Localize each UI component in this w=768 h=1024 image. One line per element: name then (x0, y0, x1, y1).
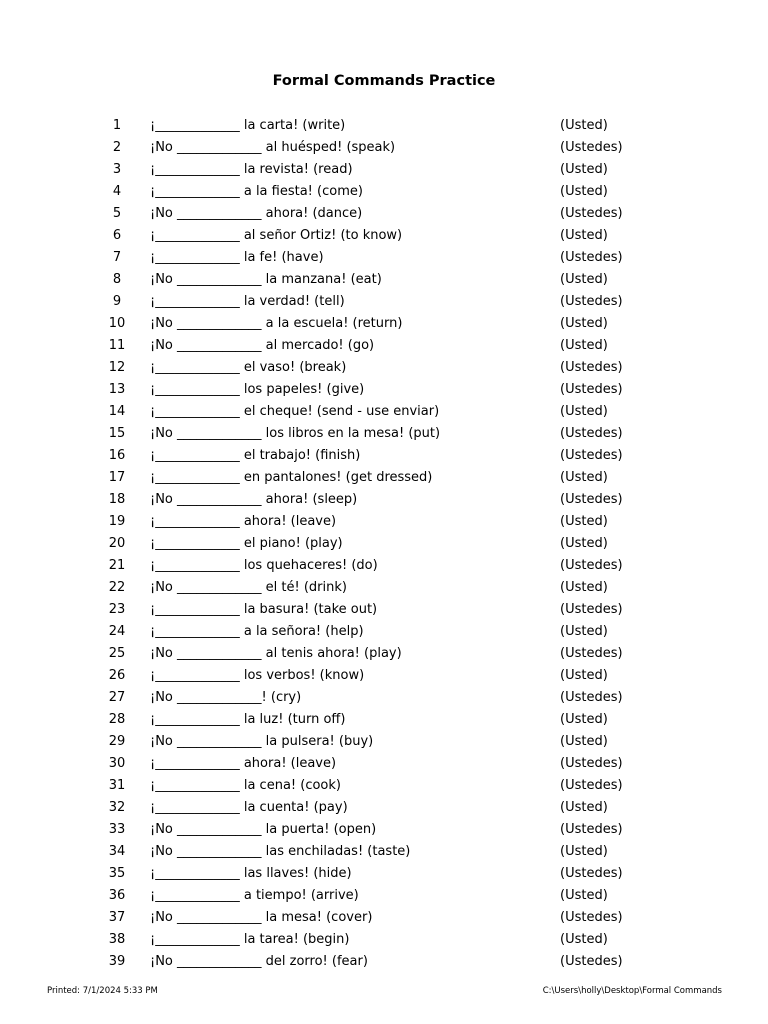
exercise-row (0, 291, 768, 313)
exercise-row (0, 555, 768, 577)
item-number: 6 (112, 228, 122, 243)
exercise-row (0, 115, 768, 137)
command-prompt: ¡No _____________ la pulsera! (buy) (150, 734, 374, 749)
item-number: 18 (108, 492, 126, 507)
formality-label: (Usted) (560, 118, 608, 133)
exercise-row (0, 929, 768, 951)
formality-label: (Usted) (560, 624, 608, 639)
formality-label: (Usted) (560, 844, 608, 859)
item-number: 34 (108, 844, 126, 859)
exercise-row (0, 247, 768, 269)
exercise-row (0, 885, 768, 907)
exercise-row (0, 797, 768, 819)
formality-label: (Usted) (560, 712, 608, 727)
item-number: 5 (112, 206, 122, 221)
exercise-row (0, 159, 768, 181)
item-number: 9 (112, 294, 122, 309)
formality-label: (Ustedes) (560, 250, 623, 265)
command-prompt: ¡_____________ en pantalones! (get dressed) (150, 470, 433, 485)
command-prompt: ¡_____________ ahora! (leave) (150, 514, 337, 529)
command-prompt: ¡_____________ la tarea! (begin) (150, 932, 350, 947)
formality-label: (Ustedes) (560, 206, 623, 221)
command-prompt: ¡_____________ los verbos! (know) (150, 668, 365, 683)
command-prompt: ¡_____________ ahora! (leave) (150, 756, 337, 771)
formality-label: (Usted) (560, 932, 608, 947)
item-number: 14 (108, 404, 126, 419)
command-prompt: ¡_____________ los quehaceres! (do) (150, 558, 378, 573)
formality-label: (Usted) (560, 514, 608, 529)
command-prompt: ¡_____________ la revista! (read) (150, 162, 353, 177)
exercise-list (0, 115, 768, 973)
exercise-row (0, 841, 768, 863)
exercise-row (0, 467, 768, 489)
command-prompt: ¡No _____________ las enchiladas! (taste) (150, 844, 411, 859)
item-number: 33 (108, 822, 126, 837)
exercise-row (0, 907, 768, 929)
exercise-row (0, 335, 768, 357)
formality-label: (Ustedes) (560, 954, 623, 969)
item-number: 28 (108, 712, 126, 727)
item-number: 8 (112, 272, 122, 287)
formality-label: (Usted) (560, 800, 608, 815)
command-prompt: ¡No _____________ al tenis ahora! (play) (150, 646, 402, 661)
exercise-row (0, 665, 768, 687)
exercise-row (0, 379, 768, 401)
formality-label: (Ustedes) (560, 866, 623, 881)
page-title: Formal Commands Practice (272, 73, 496, 89)
item-number: 10 (108, 316, 126, 331)
command-prompt: ¡_____________ los papeles! (give) (150, 382, 365, 397)
formality-label: (Usted) (560, 338, 608, 353)
formality-label: (Ustedes) (560, 646, 623, 661)
item-number: 12 (108, 360, 126, 375)
formality-label: (Usted) (560, 888, 608, 903)
item-number: 15 (108, 426, 126, 441)
item-number: 39 (108, 954, 126, 969)
command-prompt: ¡No _____________ los libros en la mesa! (put) (150, 426, 441, 441)
formality-label: (Ustedes) (560, 822, 623, 837)
command-prompt: ¡No _____________ la manzana! (eat) (150, 272, 382, 287)
item-number: 24 (108, 624, 126, 639)
exercise-row (0, 313, 768, 335)
item-number: 37 (108, 910, 126, 925)
command-prompt: ¡No _____________ el té! (drink) (150, 580, 347, 595)
formality-label: (Ustedes) (560, 778, 623, 793)
formality-label: (Usted) (560, 162, 608, 177)
item-number: 7 (112, 250, 122, 265)
formality-label: (Ustedes) (560, 426, 623, 441)
exercise-row (0, 951, 768, 973)
exercise-row (0, 577, 768, 599)
exercise-row (0, 357, 768, 379)
formality-label: (Usted) (560, 404, 608, 419)
exercise-row (0, 225, 768, 247)
exercise-row (0, 269, 768, 291)
item-number: 32 (108, 800, 126, 815)
command-prompt: ¡_____________ la cena! (cook) (150, 778, 341, 793)
exercise-row (0, 863, 768, 885)
formality-label: (Ustedes) (560, 602, 623, 617)
item-number: 30 (108, 756, 126, 771)
command-prompt: ¡_____________ a tiempo! (arrive) (150, 888, 359, 903)
item-number: 19 (108, 514, 126, 529)
item-number: 16 (108, 448, 126, 463)
command-prompt: ¡No _____________! (cry) (150, 690, 302, 705)
formality-label: (Ustedes) (560, 756, 623, 771)
formality-label: (Usted) (560, 580, 608, 595)
exercise-row (0, 753, 768, 775)
command-prompt: ¡_____________ la fe! (have) (150, 250, 324, 265)
command-prompt: ¡_____________ a la fiesta! (come) (150, 184, 363, 199)
command-prompt: ¡No _____________ al mercado! (go) (150, 338, 375, 353)
formality-label: (Ustedes) (560, 690, 623, 705)
exercise-row (0, 709, 768, 731)
formality-label: (Usted) (560, 734, 608, 749)
item-number: 2 (112, 140, 122, 155)
command-prompt: ¡No _____________ la puerta! (open) (150, 822, 377, 837)
command-prompt: ¡_____________ la carta! (write) (150, 118, 346, 133)
printed-timestamp: Printed: 7/1/2024 5:33 PM (47, 986, 158, 996)
command-prompt: ¡No _____________ al huésped! (speak) (150, 140, 396, 155)
formality-label: (Ustedes) (560, 294, 623, 309)
exercise-row (0, 137, 768, 159)
exercise-row (0, 599, 768, 621)
item-number: 17 (108, 470, 126, 485)
item-number: 13 (108, 382, 126, 397)
command-prompt: ¡_____________ la basura! (take out) (150, 602, 378, 617)
item-number: 22 (108, 580, 126, 595)
formality-label: (Ustedes) (560, 360, 623, 375)
item-number: 23 (108, 602, 126, 617)
item-number: 21 (108, 558, 126, 573)
command-prompt: ¡_____________ el piano! (play) (150, 536, 343, 551)
formality-label: (Usted) (560, 668, 608, 683)
formality-label: (Usted) (560, 272, 608, 287)
command-prompt: ¡No _____________ del zorro! (fear) (150, 954, 368, 969)
exercise-row (0, 775, 768, 797)
formality-label: (Ustedes) (560, 910, 623, 925)
item-number: 25 (108, 646, 126, 661)
formality-label: (Ustedes) (560, 140, 623, 155)
exercise-row (0, 401, 768, 423)
formality-label: (Usted) (560, 536, 608, 551)
item-number: 20 (108, 536, 126, 551)
file-path: C:\Users\holly\Desktop\Formal Commands (542, 986, 722, 996)
formality-label: (Usted) (560, 470, 608, 485)
item-number: 27 (108, 690, 126, 705)
exercise-row (0, 687, 768, 709)
command-prompt: ¡No _____________ ahora! (dance) (150, 206, 363, 221)
command-prompt: ¡No _____________ ahora! (sleep) (150, 492, 358, 507)
exercise-row (0, 511, 768, 533)
item-number: 3 (112, 162, 122, 177)
exercise-row (0, 445, 768, 467)
exercise-row (0, 423, 768, 445)
exercise-row (0, 489, 768, 511)
exercise-row (0, 731, 768, 753)
command-prompt: ¡_____________ el trabajo! (finish) (150, 448, 361, 463)
exercise-row (0, 643, 768, 665)
exercise-row (0, 819, 768, 841)
item-number: 1 (112, 118, 122, 133)
formality-label: (Usted) (560, 184, 608, 199)
formality-label: (Ustedes) (560, 558, 623, 573)
command-prompt: ¡_____________ el vaso! (break) (150, 360, 347, 375)
item-number: 31 (108, 778, 126, 793)
command-prompt: ¡_____________ el cheque! (send - use enviar) (150, 404, 440, 419)
exercise-row (0, 203, 768, 225)
command-prompt: ¡No _____________ la mesa! (cover) (150, 910, 373, 925)
command-prompt: ¡_____________ la verdad! (tell) (150, 294, 345, 309)
item-number: 29 (108, 734, 126, 749)
command-prompt: ¡_____________ a la señora! (help) (150, 624, 364, 639)
command-prompt: ¡No _____________ a la escuela! (return) (150, 316, 403, 331)
exercise-row (0, 181, 768, 203)
command-prompt: ¡_____________ al señor Ortiz! (to know) (150, 228, 403, 243)
command-prompt: ¡_____________ la luz! (turn off) (150, 712, 346, 727)
exercise-row (0, 533, 768, 555)
item-number: 26 (108, 668, 126, 683)
formality-label: (Usted) (560, 228, 608, 243)
command-prompt: ¡_____________ la cuenta! (pay) (150, 800, 348, 815)
item-number: 35 (108, 866, 126, 881)
item-number: 11 (108, 338, 126, 353)
item-number: 36 (108, 888, 126, 903)
formality-label: (Ustedes) (560, 448, 623, 463)
exercise-row (0, 621, 768, 643)
formality-label: (Ustedes) (560, 382, 623, 397)
formality-label: (Usted) (560, 316, 608, 331)
item-number: 4 (112, 184, 122, 199)
item-number: 38 (108, 932, 126, 947)
formality-label: (Ustedes) (560, 492, 623, 507)
command-prompt: ¡_____________ las llaves! (hide) (150, 866, 352, 881)
